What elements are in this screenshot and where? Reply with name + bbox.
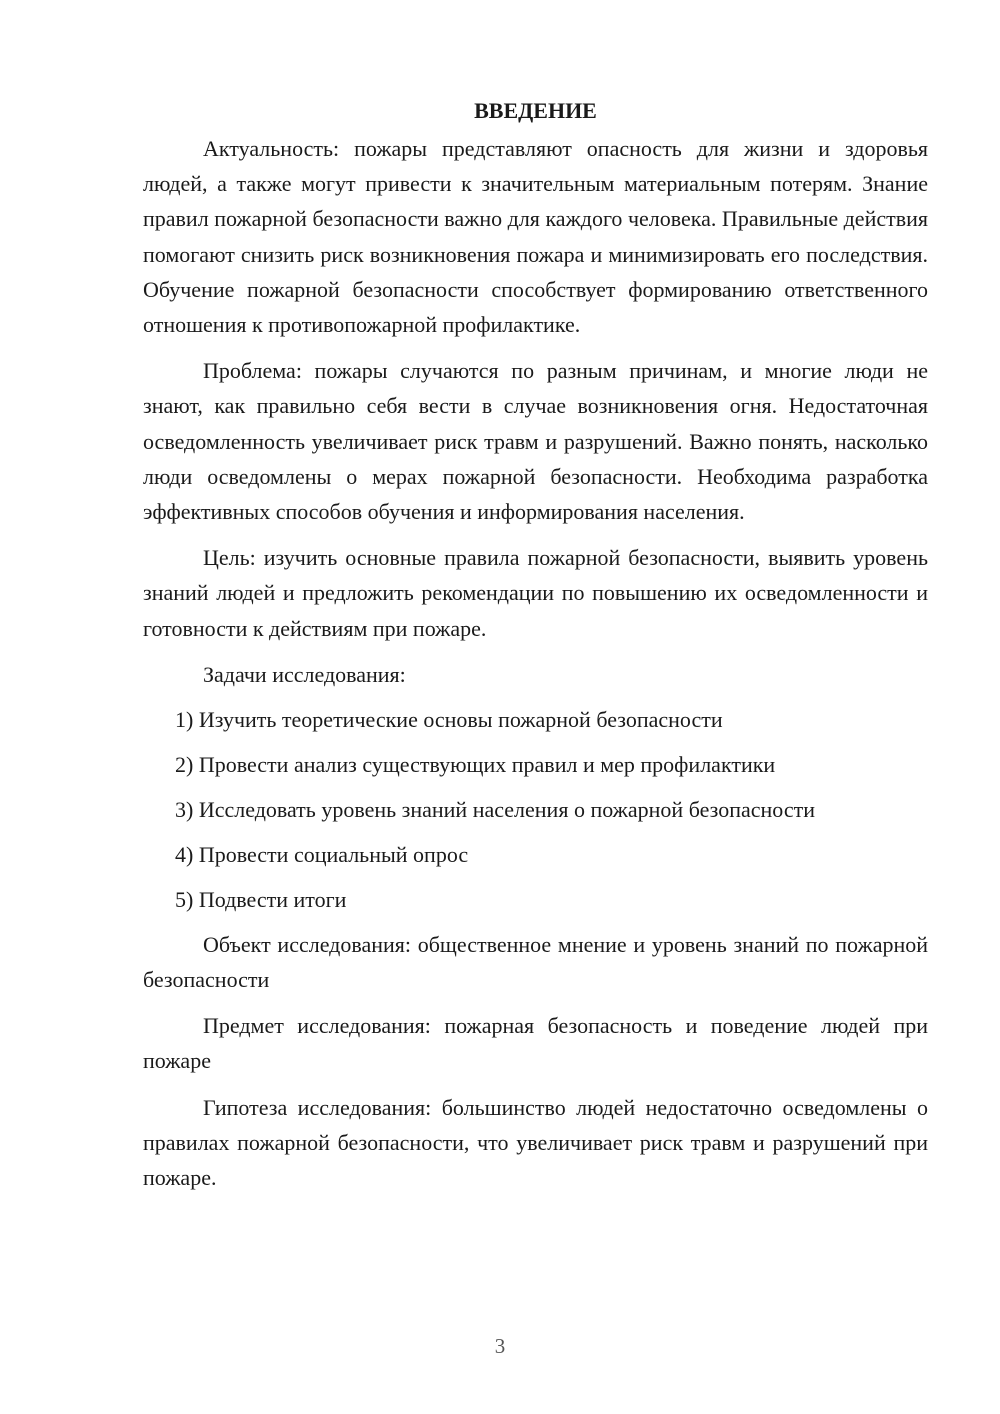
paragraph-problem: Проблема: пожары случаются по разным причинам, и многие люди не знают, как правильно себя вести в случае возникновения огня. Недостаточная осведомленность увеличивает риск травм и разрушений. Важно понять, насколько люди осведомлены о мерах пожарной безопасности. Необходима разработка эффективных способов обучения и информирования населения. [143,358,928,525]
task-item: 2) Провести анализ существующих правил и мер профилактики [175,751,776,777]
document-page [143,96,928,1206]
paragraph-hypothesis: Гипотеза исследования: большинство людей недостаточно осведомлены о правилах пожарной безопасности, что увеличивает риск травм и разрушений при пожаре. [143,1094,928,1191]
paragraph-relevance: Актуальность: пожары представляют опасность для жизни и здоровья людей, а также могут привести к значительным материальным потерям. Знание правил пожарной безопасности важно для каждого человека. Правильные действия помогают снизить риск возникновения пожара и минимизировать его последствия. Обучение пожарной безопасности способствует формированию ответственного отношения к противопожарной профилактике. [143,136,928,338]
paragraph-goal: Цель: изучить основные правила пожарной безопасности, выявить уровень знаний людей и предложить рекомендации по повышению их осведомленности и готовности к действиям при пожаре. [143,545,928,641]
task-item: 4) Провести социальный опрос [175,841,469,867]
paragraph-object: Объект исследования: общественное мнение и уровень знаний по пожарной безопасности [143,931,928,993]
task-item: 1) Изучить теоретические основы пожарной безопасности [175,706,723,732]
tasks-title: Задачи исследования: [203,661,406,687]
task-item: 3) Исследовать уровень знаний населения о пожарной безопасности [175,796,815,822]
tasks-list [143,702,928,917]
task-item: 5) Подвести итоги [175,886,347,912]
section-heading: ВВЕДЕНИЕ [474,98,597,123]
page-number: 3 [494,1334,506,1358]
paragraph-subject: Предмет исследования: пожарная безопасность и поведение людей при пожаре [143,1013,928,1074]
